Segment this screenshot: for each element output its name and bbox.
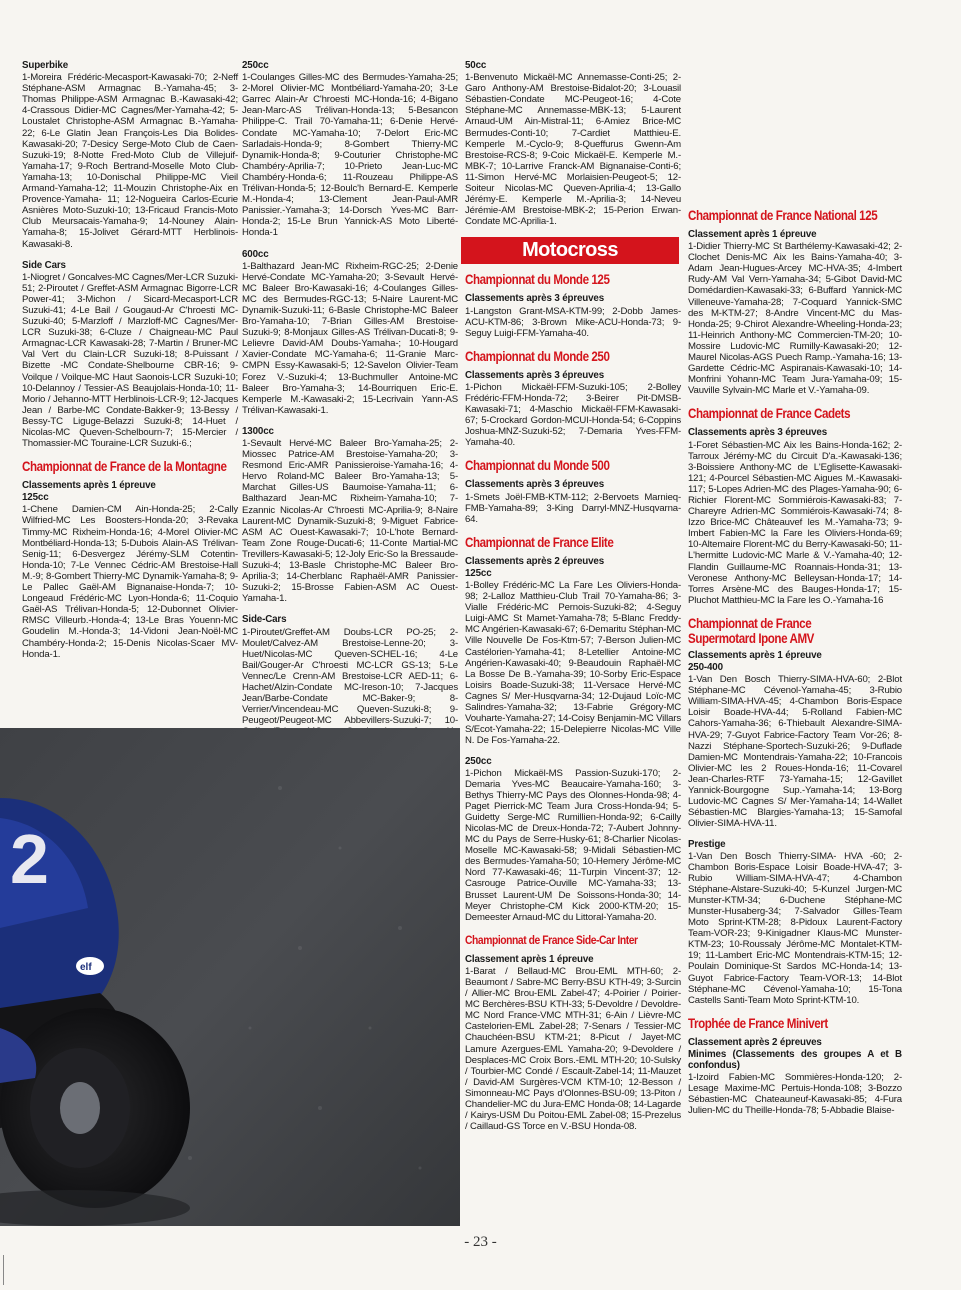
section-title: 1300cc [242, 425, 274, 437]
section-elite [465, 556, 681, 923]
results-text: 1-Smets Joël-FMB-KTM-112; 2-Bervoets Marnieq-FMB-Yamaha-89; 3-King Darryl-MNZ-Husqvarna-64. [465, 491, 681, 525]
results-text: 1-Pichon Mickaël-MS Passion-Suzuki-170; 2-Demaria Yves-MC Beaucaire-Yamaha-160; 3-Bethys Thierry-MC Pays des Olonnes-Honda-98; 4-Paget Pierrick-MC Team Jura Cross-Honda-94; 5-Guidetty Serge-MC Rumillien-Honda-92; 6-Cailly Nicolas-MC de Dreux-Honda-72; 7-Aubert Johnny-MC du Pays de Serre-Husky-61; 8-Charlier Nicolas-Moselle MC-Kawasaki-58; 9-Midali Sébastien-MC des Bermudes-Yamaha-50; 10-Hemery Jérôme-MC Nord 77-Kawasaki-46; 11-Turpin Vincent-37; 12-Casrouge Patrice-Ouville MC-Yamaha-33; 13-Brusset Laurent-UM De Soissons-Honda-30; 14-Meyer Christophe-CM Kick 2000-KTM-20; 15-Demeester Arnaud-MC du Littoral-Yamaha-20. [465, 767, 681, 923]
championship-title: Championnat de France de la Montagne [22, 459, 227, 475]
results-text: 1-Niogret / Goncalves-MC Cagnes/Mer-LCR Suzuki-51; 2-Piroutet / Greffet-ASM Armagnac Bigorre-LCR Power-41; 3-Michon / Sicard-Mecasport-LCR Suzuki-41; 4-Le Bail / Gougaud-Ar C'hroesti MC-Suzuki-40; 5-Marzloff / Marzloff-MC Cagnes/Mer-LCR Suzuki-38; 6-Cluze / Chaigneau-MC Paul Armagnac-LCR Kawasaki-28; 7-Martin / Bruner-MC Val Vert du Clain-LCR Suzuki-18; 8-Puissant / Bizette -MC Condate-Shelbourne CBR-16; 9-Voilque / Voilque-MC Haut Saonois-LCR Suzuki-10; 10-Delannoy / Tessier-AS Beaujolais-Honda-10; 11-Morio / Jehanno-MTT Herblinois-LCR-9; 12-Jacques Jean / Barbe-MC Condate-Bakker-9; 13-Bessy / Bessy-TC Liguge-Belazzi Suzuki-8; 14-Huet / Nicolas-MC Queven-Schelbourn-7; 15-Mercier / Thomassier-MC Touraine-LCR Suzuki-6.; [22, 271, 238, 450]
results-text: 1-Izoird Fabien-MC Sommières-Honda-120; 2-Lesage Maxime-MC Pertuis-Honda-108; 3-Bozzo Sébastien-MC Chateauneuf-Kawasaki-85; 4-Fura Julien-MC du Theille-Honda-78; 5-Abbadie Blaise- [688, 1072, 902, 1117]
section-1300cc [242, 426, 458, 605]
results-text: 1-Sevault Hervé-MC Baleer Bro-Yamaha-25; 2-Miossec Patrice-AM Brestoise-Yamaha-20; 3-Resmond Eric-AMR Panissieroise-Yamaha-16; 4-Hervo Roland-MC Baleer Bro-Yamaha-13; 5-Marchat Gilles-US Baumoise-Yamaha-11; 6-Balthazard Jean-MC Rixheim-Yamaha-10; 7-Ezannic Nicolas-Ar C'hroesti MC-Aprilia-9; 8-Naire Laurent-MC Dynamik-Suzuki-8; 9-Miguet Fabrice-ASM AC Ouest-Kawasaki-7; 10-L'hote Bernard-Team Zone Rouge-Ducati-6; 11-Conte Martial-MC Trevillers-Kawasaki-5; 12-Joly Eric-So la Bressaude-Suzuki-4; 13-Basle Christophe-MC Baleer Bro-Aprilia-3; 14-Cherblanc Raphaël-AMR Panissier-Suzuki-2; 15-Brosse Fabien-ASM AC Ouest-Yamaha-1. [242, 438, 458, 605]
results-text: 1-Bolley Frédéric-MC La Fare Les Oliviers-Honda-98; 2-Lalloz Matthieu-Club Trail 70-Yamaha-86; 3-Vialle Frédéric-MC Pernois-Suzuki-82; 4-Seguy Luigi-AMC St Mamet-Yamaha-78; 5-Blanc Freddy-MC Angérien-Kawasaki-67; 6-Demaritu Stéphan-MC Ville Nouvelle De Fos-Ktm-57; 7-Berson Julien-MC Castélorien-Yamaha-41; 8-Letellier Antoine-MC Angérien-Kawasaki-40; 9-Beaudouin Raphaël-MC La Bosse De B.-Yamaha-39; 10-Sorby Eric-Espace Loisirs Boade-Suzuki-38; 11-Versace Hervé-MC Cagnes S/ Mer-Husqvarna-34; 12-Dujaud Loïc-MC Salindres-Yamaha-32; 13-Fabrie Grégory-MC Vouharte-Yamaha-27; 14-Coisy Benjamin-MC Villars S/Ecot-Yamaha-22; 15-Delepierre Nicolas-MC Ville N. De Fos-Yamaha-22. [465, 580, 681, 747]
championship-title: Championnat du Monde 125 [465, 272, 610, 288]
svg-text:2: 2 [10, 820, 49, 898]
classement-label: Classements après 1 épreuve [22, 480, 156, 492]
page-number: - 23 - [464, 1234, 497, 1250]
classement-label: Classement après 2 épreuves [688, 1036, 822, 1048]
results-text: 1-Pichon Mickaël-FFM-Suzuki-105; 2-Bolley Frédéric-FFM-Honda-72; 3-Beirer Pit-DMSB-Kawasaki-71; 4-Maschio Mickaël-FFM-Kawasaki-67; 5-Crockard Gordon-MCUI-Honda-54; 6-Coppins Joshua-MNZ-Suzuki-52; 7-Demaria Yves-FFM-Yamaha-40. [465, 381, 681, 449]
section-monde-250 [465, 370, 681, 449]
championship-title: Championnat du Monde 250 [465, 348, 610, 364]
section-superbike [22, 60, 238, 250]
results-text: 1-Van Den Bosch Thierry-SIMA-HVA-60; 2-Blot Stéphane-MC Cévenol-Yamaha-45; 3-Rubio William-SIMA-HVA-45; 4-Chambon Boris-Espace Loisir Boade-HVA-44; 5-Rolland Fabien-MC Cahors-Yamaha-36; 6-Thiebault Alexandre-SIMA-HVA-29; 7-Guyot Fabrice-Factory Team Vor-26; 8-Nazzi Stéphane-Sportech-Suzuki-26; 9-Duflade Damien-MC Montendrais-Yamaha-22; 10-Francois Olivier-MC les 2 Roues-Honda-16; 11-Covarel Jean-Charles-RTF 73-Yamaha-15; 12-Gavillet Yannick-Bourgogne Sup.-Yamaha-14; 13-Borg Ludovic-MC Cagnes S/ Mer-Yamaha-14; 14-Wallet Sébastien-MC Blargies-Yamaha-13; 15-Samofal Olivier-SIMA-HVA-11. [688, 674, 902, 830]
column-3 [465, 60, 681, 1142]
svg-text:elf: elf [80, 962, 92, 973]
title-line-2: Supermotard Ipone AMV [688, 630, 815, 646]
racing-photo [0, 728, 460, 1226]
championship-title: Trophée de France Minivert [688, 1015, 828, 1031]
results-text: 1-Piroutet/Greffet-AM Doubs-LCR PO-25; 2-Moulet/Calvez-AM Brestoise-Lenne-20; 3-Huet/Nicolas-MC Queven-SCHEL-16; 4-Le Bail/Gouger-Ar C'hroesti MC-LCR GS-13; 5-Le Vennec/Le Crenn-AM Brestoise-LCR AED-11; 6-Hachet/Alzin-Condate MC-Ireson-10; 7-Jacques Jean/Barbe-Condate MC-Baker-9; 8-Verrier/Vincendeau-MC Queven-Suzuki-8; 9-Peugeot/Peugeot-MC Abbevillers-Suzuki-7; 10- [242, 626, 458, 727]
section-title: Side-Cars [242, 614, 287, 626]
margin-line [3, 1255, 4, 1285]
section-title: 250cc [242, 60, 269, 71]
championship-title: Championnat de France Cadets [688, 406, 851, 422]
results-text: 1-Coulanges Gilles-MC des Bermudes-Yamaha-25; 2-Morel Olivier-MC Montbéliard-Yamaha-20; 3-Le Garrec Alain-Ar C'hroesti MC-Honda-16; 4-Bigano Jean-Marc-AS Trélivan-Honda-13; 5-Besancon Philippe-C. Trail 70-Yamaha-11; 6-Denie Hervé-Condate MC-Yamaha-10; 7-Delort Eric-MC Sarladais-Honda-9; 8-Gombert Thierry-MC Dynamik-Honda-8; 9-Couturier Christophe-MC Chambéry-Aprilia-7; 10-Prieto Jean-Luc-MC Chambéry-Honda-6; 11-Rouzeau Philippe-AS Trélivan-Honda-5; 12-Boulc'h Bernard-E. Kemperle M.-Honda-4; 13-Clement Jean-Paul-AMR Panissier.-Yamaha-3; 14-Dorsch Yves-MC Barr-Honda-2; 15-Le Brun Yannick-AS Moto Liberté-Honda-1 [242, 72, 458, 239]
results-text: 1-Van Den Bosch Thierry-SIMA- HVA -60; 2-Chambon Boris-Espace Loisir Boade-HVA-47; 3-Rubio William-SIMA-HVA-47; 4-Chambon Stéphane-Alstare-Suzuki-40; 5-Kunzel Jurgen-MC Munster-KTM-34; 6-Duchene Stéphane-MC Munster-Husaberg-34; 7-Salvador Gilles-Team Moto Sprint-KTM-28; 8-Pidoux Laurent-Factory Team-VOR-23; 9-Kinigadner Klaus-MC Munster-KTM-23; 10-Roussaly Jérôme-MC Montalet-KTM-19; 11-Lambert Eric-MC Montendrais-KTM-15; 12-Poulain Dominique-St Sardos MC-Honda-14; 13-Guyot Fabrice-Factory Team-VOR-13; 14-Blot Stéphane-MC Cévenol-Yamaha-10; 15-Tona Castells Santi-Team Moto Sprint-KTM-10. [688, 850, 902, 1006]
championship-title: Championnat de France National 125 [688, 208, 878, 223]
classement-label: Classements après 3 épreuves [688, 427, 828, 439]
results-text: 1-Benvenuto Mickaël-MC Annemasse-Conti-25; 2-Garo Anthony-AM Brestoise-Bidalot-20; 3-Louasil Sébastien-Condate MC-Peugeot-16; 4-Cote Stéphane-MC Annemasse-MBK-13; 5-Laurent Arnaud-UM Ain-Mistral-11; 6-Amiez Brice-MC Bermudes-Conti-10; 7-Cardiet Matthieu-E. Kemperle M.-Cyclo-9; 8-Queffurus Gwenn-Am Brestoise-RCS-8; 9-Coic Mickaël-E. Kemperle M.-MBK-7; 10-Larrive Franck-AM Bignanaise-Conti-6; 11-Simon Hervé-MC Morlaisien-Peugeot-5; 12-Soiteur Nicolas-MC Queven-Aprilia-4; 13-Gallo Jérémy-E. Kemperle M.-Aprilia-3; 14-Neveu Jérémie-AM Brestoise-MBK-2; 15-Perion Erwan-Condate MC-Aprilia-1. [465, 72, 681, 228]
class-label: 250-400 [688, 662, 723, 673]
title-line-1: Championnat de France [688, 615, 812, 631]
section-montagne [22, 480, 238, 660]
results-text: 1-Balthazard Jean-MC Rixheim-RGC-25; 2-Denie Hervé-Condate MC-Yamaha-20; 3-Sevault Hervé-MC Baleer Bro-Kawasaki-16; 4-Coulanges Gilles-MC des Bermudes-RGC-13; 5-Naire Laurent-MC Dynamik-Suzuki-11; 6-Basle Christophe-MC Baleer Bro-Yamaha-10; 7-Brian Gilles-AM Brestoise-Suzuki-9; 8-Monjaux Gilles-AS Trélivan-Ducati-8; 9-Lelievre David-AM Doubs-Yamaha-; 10-Hougard Xavier-Condate MC-Yamaha-6; 11-Granie Marc-CMPN Essy-Kawasaki-5; 12-Savelon Olivier-Team Forez V.-Suzuki-4; 13-Buchmuller Antoine-MC Baleer Bro-Yamaha-3; 14-Bourriquen Eric-E. Kemperle M.-Kawasaki-2; 15-Lecrivain Yann-AS Trélivan-Kawasaki-1. [242, 260, 458, 416]
championship-title: Championnat du Monde 500 [465, 458, 610, 474]
class-label: 250cc [465, 756, 492, 768]
section-sidecar-inter [465, 954, 681, 1133]
class-label: 125cc [465, 567, 492, 579]
class-label: Prestige [688, 839, 726, 851]
results-text: 1-Didier Thierry-MC St Barthélemy-Kawasaki-42; 2-Clochet Denis-MC Aix les Bains-Yamaha-40; 3-Adam Jean-Hugues-Arcey MC-HVA-35; 4-Imbert Rudy-AM Val Vern-Yamaha-34; 5-Gibot David-MC Domédardien-Kawasaki-33; 6-Buffard Yannick-MC Villeneuve-Yamaha-28; 7-Coquard Yannick-SMC des M-KTM-27; 8-Andre Vincent-MC du Mas-Honda-25; 9-Chirot Alexandre-Wheeling-Honda-23; 11-Heinrich Anthony-MC Commercien-TM-20; 10-Mossire Ludovic-MC Rumilly-Kawasaki-20; 12-Maurel Nicolas-AGS Puech Ramp.-Yamaha-16; 13-Gardette Cédric-MC Aspiranais-Kawasaki-10; 14-Monfrini Yohann-MC Team Jura-Yamaha-09; 15-Vauville Sylvain-MC Marle et V.-Yamaha-09. [688, 241, 902, 397]
section-national-125 [688, 229, 902, 396]
classement-label: Classements après 3 épreuves [465, 479, 605, 491]
section-supermotard [688, 650, 902, 1006]
classement-label: Classement après 1 épreuve [465, 953, 594, 965]
section-minivert [688, 1037, 902, 1117]
section-monde-125 [465, 293, 681, 338]
subtitle-label: Minimes (Classements des groupes A et B confondus) [688, 1048, 902, 1071]
results-text: 1-Moreira Frédéric-Mecasport-Kawasaki-70; 2-Neff Stéphane-ASM Armagnac B.-Yamaha-45; 3-Thomas Philippe-ASM Armagnac B.-Kawasaki-42; 4-Crassous Didier-MC Cagnes/Mer-Yamaha-42; 5-Loustalet Christophe-ASM Armagnac B.-Yamaha-22; 6-Le Glatin Jean François-Les Dia Bolides-Kawasaki-20; 7-Desicy Serge-Moto Club de Caen-Suzuki-19; 8-Notte Fred-Moto Club de Villejuif-Yamaha-17; 9-Roch Bertrand-Moselle Moto Club-Yamaha-13; 10-Donischal Philippe-MC Vieil Armand-Yamaha-12; 11-Mouzin Christophe-Aix en Provence-Yamaha- 11; 12-Nogueira Carlos-Ecurie Asnières Moto-Suzuki-10; 13-Fricaud Francis-Moto Club Meursacais-Yamaha-9; 14-Nouney Alain-Yamaha-8; 15-Jolivet Gérard-MTT Herblinois-Kawasaki-8. [22, 72, 238, 250]
classement-label: Classements après 2 épreuves [465, 555, 605, 567]
results-text: 1-Chene Damien-CM Ain-Honda-25; 2-Cally Wilfried-MC Les Boosters-Honda-20; 3-Revaka Timmy-MC Rixheim-Honda-16; 4-Morel Olivier-MC Montbéliard-Honda-13; 5-Dubois Alain-AS Trélivan-Senig-11; 6-Desvergez Jérémy-SLM Cotentin-Honda-10; 7-Le Vennec Cédric-AM Brestoise-Hall M.-9; 8-Gombert Thierry-MC Dynamik-Yamaha-8; 9-Le Pallec Gaël-AM Bignanaise-Honda-7; 10-Longeaud Frédéric-MC Lyon-Honda-6; 11-Coquio Gaël-AS Trélivan-Honda-5; 12-Dubonnet Olivier-RMSC Villeurb.-Honda-4; 13-Le Bras Youenn-MC Goudelin M.-Honda-3; 14-Vidoni Jean-Noël-MC Chambéry-Honda-2; 15-Denis Nicolas-Scaer MV-Honda-1. [22, 504, 238, 660]
results-text: 1-Barat / Bellaud-MC Brou-EML MTH-60; 2-Beaumont / Sabre-MC Berry-BSU KTH-49; 3-Surcin / Allier-MC Brou-EML Zabel-47; 4-Poirier / Poirier-MC Berchères-BSU KTH-33; 5-Devoldre / Devoldre-MC Nord France-VMC MTH-31; 6-Ain / Lièvre-MC Castelorien-EML Zabel-28; 7-Senars / Tessier-MC Chauchéen-BSU KTM-21; 8-Picut / Jayet-MC Lamure Azergues-EML Yamaha-20; 9-Devoldere / Desplaces-MC Croix Bors.-EML MTH-20; 10-Sulsky / Tourbier-MC Condé / Escault-Zabel-14; 11-Mauzet / David-AM Surgères-VCM KTM-10; 12-Besson / Simonneau-MC Pays d'Olonnes-BSU-09; 13-Piton / Chandelier-MC du Jura-EMC Honda-08; 14-Lagarde / Kairys-USM Du Poitou-EML Zabel-08; 15-Prezelus / Caillaud-GS Torce en V.-BSU Honda-08. [465, 965, 682, 1133]
section-250cc [242, 60, 458, 239]
motocross-banner: Motocross [461, 237, 679, 264]
section-side-cars [22, 260, 238, 450]
section-50cc [465, 60, 681, 227]
section-cadets [688, 427, 902, 606]
column-4 [688, 60, 902, 1126]
section-title: Superbike [22, 60, 69, 71]
classement-label: Classement après 1 épreuve [688, 229, 817, 240]
championship-title [688, 616, 872, 646]
classement-label: Classements après 3 épreuves [465, 293, 605, 305]
column-2 [242, 60, 458, 759]
results-text: 1-Langston Grant-MSA-KTM-99; 2-Dobb James-ACU-KTM-86; 3-Brown Mike-ACU-Honda-73; 9-Seguy Luigi-FFM-Yamaha-40. [465, 305, 681, 339]
section-monde-500 [465, 479, 681, 524]
classement-label: Classements après 1 épreuve [688, 649, 822, 661]
section-600cc [242, 249, 458, 416]
championship-title: Championnat de France Side-Car Inter [465, 932, 638, 947]
classement-label: Classements après 3 épreuves [465, 369, 605, 381]
class-label: 125cc [22, 492, 49, 504]
motorcycle-racer-image [0, 728, 460, 1226]
results-text: 1-Foret Sébastien-MC Aix les Bains-Honda-162; 2-Tarroux Jérémy-MC du Circuit D'a.-Kawasaki-136; 3-Boissiere Anthony-MC de L'Eglisette-Kawasaki-121; 4-Pourcel Sébastien-MC Aigues M.-Kawasaki-117; 5-Lopes Adrien-MC des Plages-Yamaha-90; 6-Richier Florent-MC Sommiérois-Kawasaki-83; 7-Chareyre Adrien-MC Sommiérois-Kawasaki-74; 8-Izzo Brice-MC Châteauvef les M.-Yamaha-73; 9-Imbert Fabien-MC la Fare les Oliviers-Honda-69; 10-Altemaire Florent-MC du Berry-Kawasaki-50; 11-L'hermitte Ludovic-MC Marle & V.-Yamaha-40; 12-Flandin Guillaume-MC Roannais-Honda-31; 13-Veronese Anthony-MC Belleysan-Honda-17; 14-Torres Arsène-MC des Bauges-Honda-17; 15-Pluchot Matthieu-MC la Fare les O.-Yamaha-16 [688, 439, 902, 606]
section-title: 600cc [242, 248, 269, 260]
column-1 [22, 60, 238, 670]
championship-title: Championnat de France Elite [465, 534, 614, 550]
section-title: 50cc [465, 60, 487, 71]
section-title: Side Cars [22, 259, 66, 271]
